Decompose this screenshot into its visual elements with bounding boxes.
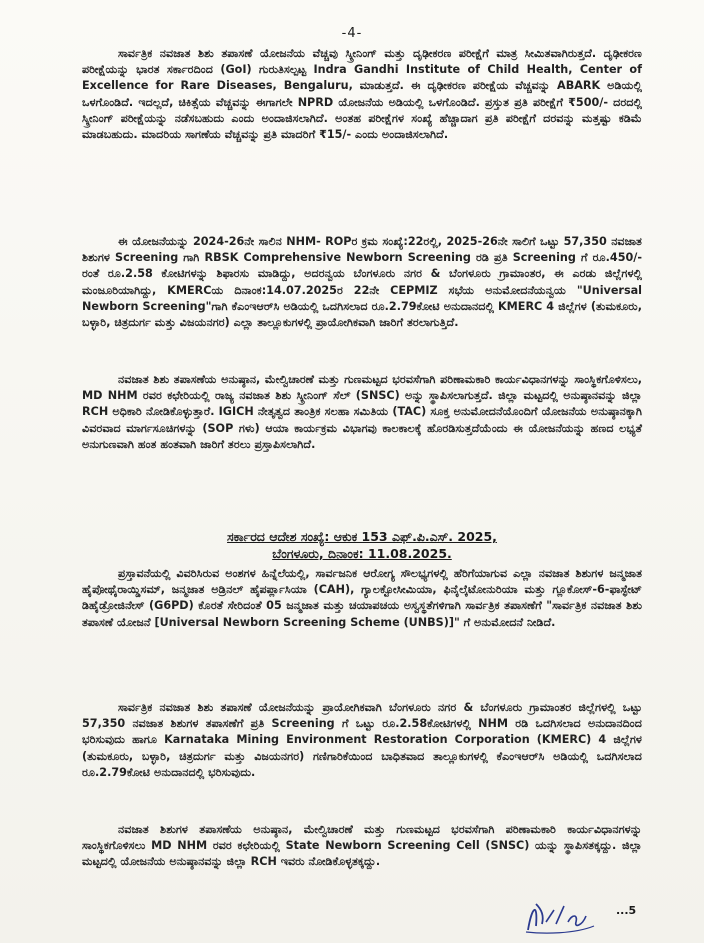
continuation-marker: ...5 (616, 904, 637, 917)
order-paragraph-funding (82, 700, 642, 781)
order-place-date: ಬೆಂಗಳೂರು, ದಿನಾಂಕ: 11.08.2025. (272, 546, 452, 561)
order-paragraph-snsc (82, 822, 642, 871)
paragraph-text: ನವಜಾತ ಶಿಶುಗಳ ತಪಾಸಣೆಯ ಅನುಷ್ಠಾನ, ಮೇಲ್ವಿಚಾರಣೆ ಮತ್ತು ಗುಣಮಟ್ಟದ ಭರವಸೆಗಾಗಿ ಪರಿಣಾಮಕಾರಿ ಕಾರ್ಯವಿಧಾನಗಳನ್ನು ಸಾಂಸ್ಥಿಕಗೊಳಿಸಲು MD NHM ರವರ ಕಛೇರಿಯಲ್ಲಿ State Newborn Screening Cell (SNSC) ಯನ್ನು ಸ್ಥಾಪಿಸತಕ್ಕದ್ದು. ಜಿಲ್ಲಾ ಮಟ್ಟದಲ್ಲಿ ಯೋಜನೆಯ ಅನುಷ್ಠಾನವನ್ನು ಜಿಲ್ಲಾ RCH ಇವರು ನೋಡಿಕೊಳ್ಳತಕ್ಕದ್ದು. (82, 823, 642, 869)
government-order-heading (82, 528, 642, 562)
order-number: ಸರ್ಕಾರದ ಆದೇಶ ಸಂಖ್ಯೆ: ಆಕುಕ 153 ಎಫ್.ಪಿ.ಎಸ್. 2025, (227, 529, 497, 544)
order-paragraph-approval (82, 566, 642, 631)
page-number: -4- (341, 26, 363, 41)
paragraph-text: ಸಾರ್ವತ್ರಿಕ ನವಜಾತ ಶಿಶು ತಪಾಸಣೆ ಯೋಜನೆಯ ವೆಚ್ಚವು ಸ್ಕ್ರೀನಿಂಗ್ ಮತ್ತು ದೃಢೀಕರಣ ಪರೀಕ್ಷೆಗೆ ಮಾತ್ರ ಸೀಮಿತವಾಗಿರುತ್ತದೆ. ದೃಢೀಕರಣ ಪರೀಕ್ಷೆಯನ್ನು ಭಾರತ ಸರ್ಕಾರದಿಂದ (GoI) ಗುರುತಿಸಲ್ಪಟ್ಟ Indra Gandhi Institute of Child Health, Center of Excellence for Rare Diseases, Bengaluru, ಮಾಡುತ್ತದೆ. ಈ ದೃಢೀಕರಣ ಪರೀಕ್ಷೆಯ ವೆಚ್ಚವನ್ನು ABARK ಅಡಿಯಲ್ಲಿ ಒಳಗೊಂಡಿದೆ. ಇದಲ್ಲದೆ, ಚಿಕಿತ್ಸೆಯ ವೆಚ್ಚವನ್ನು ಈಗಾಗಲೇ NPRD ಯೋಜನೆಯ ಅಡಿಯಲ್ಲಿ ಒಳಗೊಂಡಿದೆ. ಪ್ರಸ್ತುತ ಪ್ರತಿ ಪರೀಕ್ಷೆಗೆ ₹500/- ದರದಲ್ಲಿ ಸ್ಕ್ರೀನಿಂಗ್ ಪರೀಕ್ಷೆಯನ್ನು ನಡೆಸಬಹುದು ಎಂದು ಅಂದಾಜಿಸಲಾಗಿದೆ. ಅಂತಹ ಪರೀಕ್ಷೆಗಳ ಸಂಖ್ಯೆ ಹೆಚ್ಚಾದಾಗ ಪ್ರತಿ ಪರೀಕ್ಷೆಗೆ ದರವನ್ನು ಮತ್ತಷ್ಟು ಕಡಿಮೆ ಮಾಡಬಹುದು. ಮಾದರಿಯ ಸಾಗಣೆಯ ವೆಚ್ಚವನ್ನು ಪ್ರತಿ ಮಾದರಿಗೆ ₹15/- ಎಂದು ಅಂದಾಜಿಸಲಾಗಿದೆ. (82, 47, 642, 142)
paragraph-text: ಪ್ರಸ್ತಾವನೆಯಲ್ಲಿ ವಿವರಿಸಿರುವ ಅಂಶಗಳ ಹಿನ್ನೆಲೆಯಲ್ಲಿ, ಸಾರ್ವಜನಿಕ ಆರೋಗ್ಯ ಸೌಲಭ್ಯಗಳಲ್ಲಿ ಹೆರಿಗೆಯಾಗುವ ಎಲ್ಲಾ ನವಜಾತ ಶಿಶುಗಳ ಜನ್ಮಜಾತ ಹೈಪೋಥೈರಾಯ್ಡಿಸಮ್, ಜನ್ಮಜಾತ ಅಡ್ರಿನಲ್ ಹೈಪರ್ಪ್ಲಾಸಿಯಾ (CAH), ಗ್ಯಾಲಕ್ಟೋಸೀಮಿಯಾ, ಫಿನೈಲ್ಕೆಟೋನುರಿಯಾ ಮತ್ತು ಗ್ಲೂಕೋಸ್-6-ಫಾಸ್ಫೇಟ್ ಡಿಹೈಡ್ರೋಜಿನೇಸ್ (G6PD) ಕೊರತೆ ಸೇರಿದಂತೆ 05 ಜನ್ಮಜಾತ ಮತ್ತು ಚಯಾಪಚಯ ಅಸ್ವಸ್ಥತೆಗಳಿಗಾಗಿ ಸಾರ್ವತ್ರಿಕ ತಪಾಸಣೆಗೆ "ಸಾರ್ವತ್ರಿಕ ನವಜಾತ ಶಿಶು ತಪಾಸಣೆ ಯೋಜನೆ [Universal Newborn Screening Scheme (UNBS)]" ಗೆ ಅನುಮೋದನೆ ನೀಡಿದೆ. (82, 567, 642, 629)
paragraph-cost (82, 46, 642, 143)
paragraph-implementation (82, 372, 642, 453)
signature-image (524, 896, 604, 936)
paragraph-text: ನವಜಾತ ಶಿಶು ತಪಾಸಣೆಯ ಅನುಷ್ಠಾನ, ಮೇಲ್ವಿಚಾರಣೆ ಮತ್ತು ಗುಣಮಟ್ಟದ ಭರವಸೆಗಾಗಿ ಪರಿಣಾಮಕಾರಿ ಕಾರ್ಯವಿಧಾನಗಳನ್ನು ಸಾಂಸ್ಥಿಕಗೊಳಿಸಲು, MD NHM ರವರ ಕಛೇರಿಯಲ್ಲಿ ರಾಜ್ಯ ನವಜಾತ ಶಿಶು ಸ್ಕ್ರೀನಿಂಗ್ ಸೆಲ್ (SNSC) ಅನ್ನು ಸ್ಥಾಪಿಸಲಾಗುತ್ತದೆ. ಜಿಲ್ಲಾ ಮಟ್ಟದಲ್ಲಿ ಅನುಷ್ಠಾನವನ್ನು ಜಿಲ್ಲಾ RCH ಅಧಿಕಾರಿ ನೋಡಿಕೊಳ್ಳುತ್ತಾರೆ. IGICH ನೇತೃತ್ವದ ತಾಂತ್ರಿಕ ಸಲಹಾ ಸಮಿತಿಯ (TAC) ಸೂಕ್ತ ಅನುಮೋದನೆಯೊಂದಿಗೆ ಯೋಜನೆಯ ಅನುಷ್ಠಾನಕ್ಕಾಗಿ ವಿವರವಾದ ಮಾರ್ಗಸೂಚಿಗಳನ್ನು (SOP ಗಳು) ಆಯಾ ಕಾರ್ಯಕ್ರಮ ವಿಭಾಗವು ಕಾಲಕಾಲಕ್ಕೆ ಹೊರಡಿಸುತ್ತದೆಯೆಂದು ಈ ಯೋಜನೆಯನ್ನು ಹಣದ ಲಭ್ಯತೆ ಅನುಗುಣವಾಗಿ ಹಂತ ಹಂತವಾಗಿ ಜಾರಿಗೆ ತರಲು ಪ್ರಸ್ತಾಪಿಸಲಾಗಿದೆ. (82, 373, 642, 451)
paragraph-funding (82, 234, 642, 331)
paragraph-text: ಈ ಯೋಜನೆಯನ್ನು 2024-26ನೇ ಸಾಲಿನ NHM- ROPರ ಕ್ರಮ ಸಂಖ್ಯೆ:22ರಲ್ಲಿ, 2025-26ನೇ ಸಾಲಿಗೆ ಒಟ್ಟು 57,350 ನವಜಾತ ಶಿಶುಗಳ Screening ಗಾಗಿ RBSK Comprehensive Newborn Screening ರಡಿ ಪ್ರತಿ Screening ಗೆ ರೂ.450/- ರಂತೆ ರೂ.2.58 ಕೋಟಿಗಳನ್ನು ಶಿಫಾರಸು ಮಾಡಿದ್ದು, ಅದರನ್ವಯ ಬೆಂಗಳೂರು ನಗರ & ಬೆಂಗಳೂರು ಗ್ರಾಮಾಂತರ, ಈ ಎರಡು ಜಿಲ್ಲೆಗಳಲ್ಲಿ ಮಂಜೂರಿಯಾಗಿದ್ದು, KMERCಯ ದಿನಾಂಕ:14.07.2025ರ 22ನೇ CEPMIZ ಸಭೆಯ ಅನುಮೋದನೆಯನ್ವಯ "Universal Newborn Screening"ಗಾಗಿ ಕೆಎಂಇಆರ್‌ಸಿ ಅಡಿಯಲ್ಲಿ ಒದಗಿಸಲಾದ ರೂ.2.79ಕೋಟಿ ಅನುದಾನದಲ್ಲಿ KMERC 4 ಜಿಲ್ಲೆಗಳ (ತುಮಕೂರು, ಬಳ್ಳಾರಿ, ಚಿತ್ರದುರ್ಗ ಮತ್ತು ವಿಜಯನಗರ) ಎಲ್ಲಾ ತಾಲ್ಲೂಕುಗಳಲ್ಲಿ ಪ್ರಾಯೋಗಿಕವಾಗಿ ಜಾರಿಗೆ ತರಲಾಗುತ್ತಿದೆ. (82, 235, 642, 330)
paragraph-text: ಸಾರ್ವತ್ರಿಕ ನವಜಾತ ಶಿಶು ತಪಾಸಣೆ ಯೋಜನೆಯನ್ನು ಪ್ರಾಯೋಗಿಕವಾಗಿ ಬೆಂಗಳೂರು ನಗರ & ಬೆಂಗಳೂರು ಗ್ರಾಮಾಂತರ ಜಿಲ್ಲೆಗಳಲ್ಲಿ ಒಟ್ಟು 57,350 ನವಜಾತ ಶಿಶುಗಳ ತಪಾಸಣೆಗೆ ಪ್ರತಿ Screening ಗೆ ಒಟ್ಟು ರೂ.2.58ಕೋಟಿಗಳಲ್ಲಿ NHM ರಡಿ ಒದಗಿಸಲಾದ ಅನುದಾನದಿಂದ ಭರಿಸುವುದು ಹಾಗೂ Karnataka Mining Environment Restoration Corporation (KMERC) 4 ಜಿಲ್ಲೆಗಳ (ತುಮಕೂರು, ಬಳ್ಳಾರಿ, ಚಿತ್ರದುರ್ಗ ಮತ್ತು ವಿಜಯನಗರ) ಗಣಿಗಾರಿಕೆಯಿಂದ ಬಾಧಿತವಾದ ತಾಲ್ಲೂಕುಗಳಲ್ಲಿ ಕೆಎಂಇಆರ್‌ಸಿ ಅಡಿಯಲ್ಲಿ ಒದಗಿಸಲಾದ ರೂ.2.79ಕೋಟಿ ಅನುದಾನದಲ್ಲಿ ಭರಿಸುವುದು. (82, 701, 642, 779)
